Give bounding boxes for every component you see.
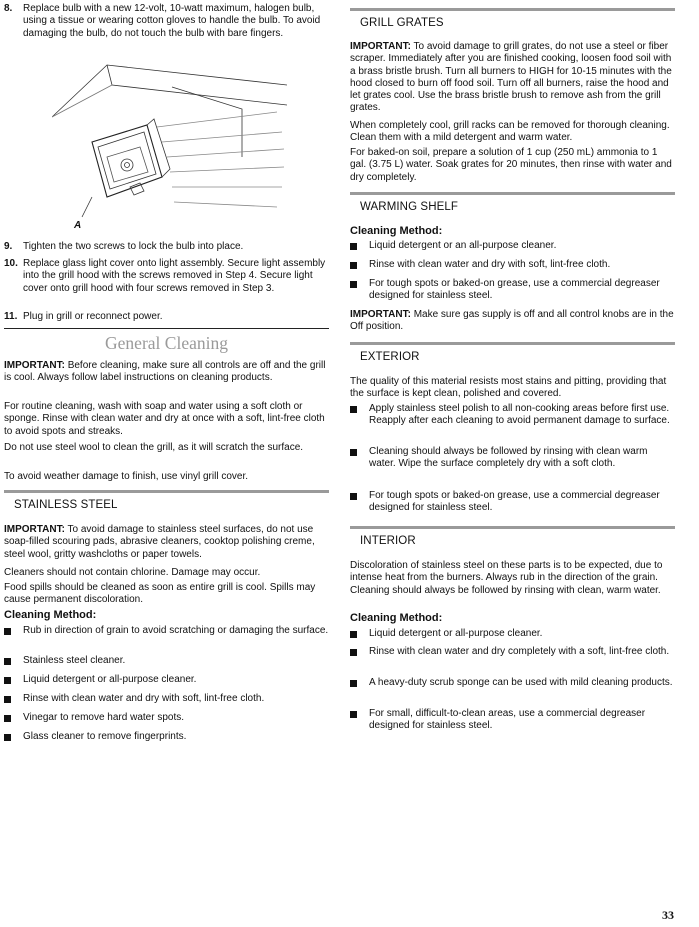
list-item-text: Liquid detergent or an all-purpose cleaner. (369, 240, 557, 251)
important-label: IMPORTANT: (4, 524, 65, 535)
list-item-text: Rub in direction of grain to avoid scratching or damaging the surface. (23, 625, 329, 636)
section-title: STAINLESS STEEL (14, 499, 118, 511)
bullet-square-icon (350, 493, 357, 500)
bullet-square-icon (350, 406, 357, 413)
important-text: Before cleaning, make sure all controls are off and the grill is cool. Always follow label instructions on cleaning products. (4, 360, 326, 384)
cleaning-method-label: Cleaning Method: (350, 225, 443, 237)
grill-grates-header (350, 8, 675, 33)
list-item (350, 259, 675, 271)
general-cleaning-paragraph: To avoid weather damage to finish, use vinyl grill cover. (4, 471, 249, 482)
bulb-replacement-illustration (52, 57, 287, 237)
step-9 (4, 241, 329, 253)
stainless-important (4, 524, 329, 561)
section-title: GRILL GRATES (360, 17, 444, 29)
list-item-text: Liquid detergent or all-purpose cleaner. (369, 628, 543, 639)
grill-grates-important (350, 41, 675, 115)
list-item-text: Rinse with clean water and dry completely with a soft, lint-free cloth. (369, 646, 670, 657)
cleaning-method-label: Cleaning Method: (350, 612, 443, 624)
list-item (350, 646, 675, 658)
list-item (4, 712, 329, 724)
grill-grates-paragraph: When completely cool, grill racks can be removed for thorough cleaning. Clean them with a mild detergent and warm water. (350, 120, 670, 144)
bullet-square-icon (350, 262, 357, 269)
important-label: IMPORTANT: (350, 41, 411, 52)
list-item (4, 655, 329, 667)
bullet-square-icon (4, 628, 11, 635)
step-number: 11. (4, 311, 18, 322)
general-cleaning-title: General Cleaning (105, 333, 228, 353)
list-item (4, 625, 329, 637)
list-item-text: Rinse with clean water and dry with soft, lint-free cloth. (369, 259, 611, 270)
list-item (350, 628, 675, 640)
list-item (350, 403, 675, 428)
list-item-text: Stainless steel cleaner. (23, 655, 126, 666)
cleaning-method-label: Cleaning Method: (4, 609, 97, 621)
exterior-header (350, 342, 675, 367)
general-cleaning-important (4, 360, 329, 385)
step-10 (4, 258, 329, 295)
section-title: WARMING SHELF (360, 201, 458, 213)
section-divider (4, 328, 329, 329)
section-title: INTERIOR (360, 535, 416, 547)
bullet-square-icon (4, 658, 11, 665)
list-item-text: Cleaning should always be followed by rinsing with clean warm water. Wipe the surface completely dry with a soft cloth. (369, 446, 648, 470)
list-item (350, 278, 675, 303)
list-item (4, 693, 329, 705)
bullet-square-icon (4, 715, 11, 722)
general-cleaning-paragraph: For routine cleaning, wash with soap and water using a soft cloth or sponge. Rinse with clean water and dry at once with a soft, lint-free cloth to avoid spots and streaks. (4, 401, 325, 437)
important-text: To avoid damage to stainless steel surfaces, do not use soap-filled scouring pads, abrasive cleaners, cooktop polishing creme, steel wool, gritty washcloths or paper towels. (4, 524, 315, 560)
step-11 (4, 311, 329, 323)
important-label: IMPORTANT: (350, 309, 411, 320)
list-item-text: Apply stainless steel polish to all non-cooking areas before first use. Reapply after each cleaning to avoid permanent damage to surface. (369, 403, 670, 427)
bullet-square-icon (4, 734, 11, 741)
step-text: Replace bulb with a new 12-volt, 10-watt maximum, halogen bulb, using a tissue or wearing cotton gloves to handle the bulb. To avoid damaging the bulb, do not touch the bulb with bare fingers. (23, 3, 321, 39)
list-item-text: Vinegar to remove hard water spots. (23, 712, 185, 723)
stainless-steel-header (4, 490, 329, 515)
interior-paragraph: Discoloration of stainless steel on these parts is to be expected, due to intense heat from the burners. Always rub in the direction of the grain. Cleaning should always be followed by rinsing with clean, warm water. (350, 560, 663, 596)
list-item (350, 446, 675, 471)
list-item-text: Rinse with clean water and dry with soft, lint-free cloth. (23, 693, 265, 704)
list-item-text: Glass cleaner to remove fingerprints. (23, 731, 187, 742)
important-text: To avoid damage to grill grates, do not use a steel or fiber scraper. Immediately after you are finished cooking, loosen food soil with a brass bristle brush. Turn all burners to HIGH for 10-15 minutes with the hood closed to burn off food soil. Turn off all burners, raise the hood and let grates cool. Use the brass bristle brush to remove ash from the grill grates. (350, 41, 672, 114)
bullet-square-icon (350, 449, 357, 456)
section-title: EXTERIOR (360, 351, 420, 363)
bullet-square-icon (350, 281, 357, 288)
list-item (4, 674, 329, 686)
exterior-paragraph: The quality of this material resists most stains and pitting, providing that the surface is kept clean, polished and covered. (350, 376, 667, 400)
list-item-text: For tough spots or baked-on grease, use a commercial degreaser designed for stainless steel. (369, 490, 660, 514)
page-number: 33 (662, 908, 674, 922)
general-cleaning-paragraph: Do not use steel wool to clean the grill, as it will scratch the surface. (4, 442, 304, 453)
figure-label: A (74, 220, 82, 231)
important-label: IMPORTANT: (4, 360, 65, 371)
list-item-text: A heavy-duty scrub sponge can be used with mild cleaning products. (369, 677, 673, 688)
bullet-square-icon (350, 711, 357, 718)
bullet-square-icon (4, 696, 11, 703)
stainless-paragraph: Cleaners should not contain chlorine. Damage may occur. (4, 567, 261, 578)
list-item (4, 731, 329, 743)
important-text: Make sure gas supply is off and all control knobs are in the Off position. (350, 309, 674, 333)
warming-shelf-important (350, 309, 675, 334)
list-item (350, 677, 675, 689)
list-item-text: For tough spots or baked-on grease, use a commercial degreaser designed for stainless steel. (369, 278, 660, 302)
step-text: Replace glass light cover onto light assembly. Secure light assembly into the grill hood with the screws removed in Step 4. Secure light cover onto grill hood with four screws removed in Step 3. (23, 258, 326, 294)
list-item (350, 490, 675, 515)
step-number: 8. (4, 3, 13, 14)
step-8 (4, 3, 329, 40)
step-number: 9. (4, 241, 13, 252)
bullet-square-icon (350, 243, 357, 250)
bullet-square-icon (350, 680, 357, 687)
warming-shelf-header (350, 192, 675, 217)
step-number: 10. (4, 258, 18, 269)
list-item (350, 708, 675, 733)
bullet-square-icon (4, 677, 11, 684)
step-text: Plug in grill or reconnect power. (23, 311, 163, 322)
list-item-text: For small, difficult-to-clean areas, use a commercial degreaser designed for stainless steel. (369, 708, 646, 732)
list-item-text: Liquid detergent or all-purpose cleaner. (23, 674, 197, 685)
interior-header (350, 526, 675, 551)
bullet-square-icon (350, 649, 357, 656)
bullet-square-icon (350, 631, 357, 638)
stainless-paragraph: Food spills should be cleaned as soon as entire grill is cool. Spills may cause permanent discoloration. (4, 582, 316, 606)
list-item (350, 240, 675, 252)
grill-grates-paragraph: For baked-on soil, prepare a solution of 1 cup (250 mL) ammonia to 1 gal. (3.75 L) water. Soak grates for 20 minutes, then rinse with water and dry completely. (350, 147, 672, 183)
step-text: Tighten the two screws to lock the bulb into place. (23, 241, 244, 252)
